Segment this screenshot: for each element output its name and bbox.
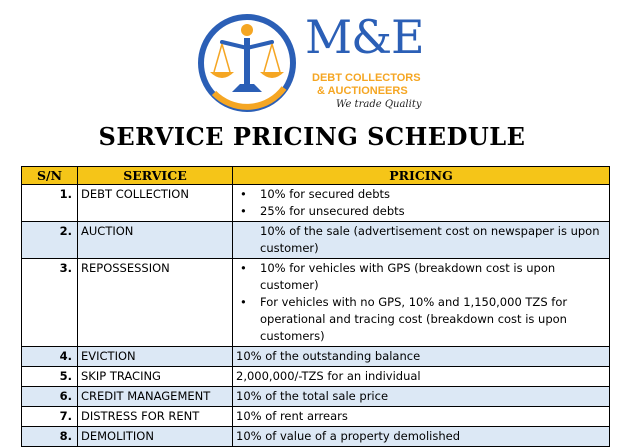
row-sn: 8. xyxy=(22,427,78,447)
header-service: SERVICE xyxy=(78,167,233,185)
pricing-bullet: • For vehicles with no GPS, 10% and 1,150,000 TZS for operational and tracing cost (breakdown cost is upon customers) xyxy=(260,294,606,345)
row-service: REPOSSESSION xyxy=(78,259,233,347)
table-row xyxy=(22,387,610,407)
row-sn: 2. xyxy=(22,222,78,259)
pricing-table xyxy=(21,166,610,447)
row-pricing xyxy=(233,259,610,347)
row-pricing: 2,000,000/-TZS for an individual xyxy=(233,367,610,387)
table-header-row xyxy=(22,167,610,185)
table-row xyxy=(22,259,610,347)
scales-of-justice-icon xyxy=(192,8,312,118)
table-row xyxy=(22,407,610,427)
table-row xyxy=(22,222,610,259)
logo-wordmark: M&E xyxy=(305,10,424,64)
row-sn: 6. xyxy=(22,387,78,407)
row-pricing: 10% of rent arrears xyxy=(233,407,610,427)
row-service: SKIP TRACING xyxy=(78,367,233,387)
row-sn: 3. xyxy=(22,259,78,347)
row-service: DISTRESS FOR RENT xyxy=(78,407,233,427)
pricing-bullet: • 25% for unsecured debts xyxy=(260,203,606,220)
page-title: SERVICE PRICING SCHEDULE xyxy=(98,122,526,151)
header-pricing: PRICING xyxy=(233,167,610,185)
pricing-bullet: • 10% for vehicles with GPS (breakdown cost is upon customer) xyxy=(260,260,606,294)
company-logo xyxy=(192,8,442,118)
row-pricing: 10% of the outstanding balance xyxy=(233,347,610,367)
table-row xyxy=(22,347,610,367)
row-pricing: 10% of the total sale price xyxy=(233,387,610,407)
row-service: AUCTION xyxy=(78,222,233,259)
row-sn: 5. xyxy=(22,367,78,387)
pricing-bullet: • 10% for secured debts xyxy=(260,186,606,203)
row-pricing: 10% of value of a property demolished xyxy=(233,427,610,447)
row-sn: 7. xyxy=(22,407,78,427)
row-sn: 4. xyxy=(22,347,78,367)
table-row xyxy=(22,427,610,447)
table-row xyxy=(22,367,610,387)
row-service: DEMOLITION xyxy=(78,427,233,447)
table-row xyxy=(22,185,610,222)
logo-tagline: We trade Quality xyxy=(336,99,422,110)
header-sn: S/N xyxy=(22,167,78,185)
logo-line-debt-collectors: DEBT COLLECTORS xyxy=(312,72,421,84)
row-service: EVICTION xyxy=(78,347,233,367)
row-sn: 1. xyxy=(22,185,78,222)
row-service: CREDIT MANAGEMENT xyxy=(78,387,233,407)
row-service: DEBT COLLECTION xyxy=(78,185,233,222)
row-pricing xyxy=(233,185,610,222)
row-pricing: 10% of the sale (advertisement cost on newspaper is upon customer) xyxy=(233,222,610,259)
logo-line-auctioneers: & AUCTIONEERS xyxy=(317,85,408,97)
